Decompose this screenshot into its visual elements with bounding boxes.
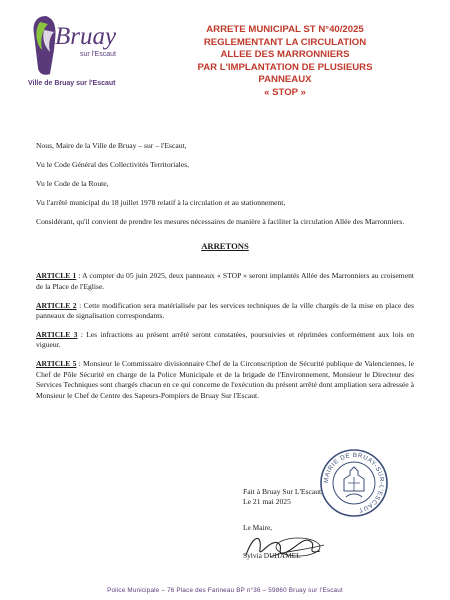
title-line: ALLEE DES MARRONNIERS <box>220 49 350 60</box>
title-line: PANNEAUX <box>258 74 312 85</box>
article-text: : Cette modification sera matérialisée par les services techniques de la ville chargés de la mise en place des panneaux de signalisation correspondants. <box>36 300 414 321</box>
footer-address: Police Municipale – 76 Place des Farineau BP n°36 – 59860 Bruay sur l'Escaut <box>107 587 343 594</box>
signature-date: Le 21 mai 2025 <box>243 497 291 507</box>
seal-text: MAIRIE DE BRUAY-SUR-L'ESCAUT <box>322 451 386 514</box>
decree-body <box>36 141 414 410</box>
city-seal-icon <box>318 447 390 519</box>
title-line: PAR L'IMPLANTATION DE PLUSIEURS <box>197 61 373 73</box>
preamble-line: Nous, Maire de la Ville de Bruay – sur – l'Escaut, <box>36 141 187 150</box>
logo-mark-icon <box>28 10 138 80</box>
official-seal <box>318 447 390 519</box>
article-2 <box>36 301 414 322</box>
logo-caption: Ville de Bruay sur l'Escaut <box>28 80 116 87</box>
article-label: ARTICLE 2 <box>36 300 77 310</box>
title-line: REGLEMENTANT LA CIRCULATION <box>203 36 367 48</box>
logo-sub: sur l'Escaut <box>80 51 116 58</box>
logo-brand: Bruay <box>55 23 117 50</box>
preamble-line: Vu l'arrêté municipal du 18 juillet 1978 relatif à la circulation et au stationnement, <box>36 197 286 207</box>
preamble-line: Vu le Code Général des Collectivités Territoriales, <box>36 159 190 169</box>
signature-role: Le Maire, <box>243 523 273 532</box>
article-label: ARTICLE 3 <box>36 330 78 340</box>
signatory-name: Sylvia DUHAMEL <box>243 551 301 560</box>
article-3 <box>36 330 414 351</box>
preamble-line: Vu le Code de la Route, <box>36 178 109 188</box>
article-text: : Les infractions au présent arrêté seront constatées, poursuivies et réprimées conformément aux lois en vigueur. <box>36 330 415 350</box>
arretons-heading: ARRETONS <box>201 241 249 252</box>
article-text: : Monsieur le Commissaire divisionnaire Chef de la Circonscription de Sécurité publique de Valenciennes, le Chef de Pôle Sécurité en charge de la Police Municipale et de la brigade de l'Environnement, Monsieur le Directeur des Services Techniques sont chargés chacun en ce qui concerne de l'exécution du présent arrêté dont ampliation sera adressée à Monsieur le Chef de Centre des Sapeurs-Pompiers de Bruay Sur l'Escaut. <box>36 359 415 400</box>
city-logo <box>28 10 138 88</box>
signature-place-date <box>243 487 323 508</box>
article-label: ARTICLE 1 <box>36 271 77 281</box>
article-1 <box>36 271 414 292</box>
decree-title <box>170 24 400 99</box>
article-5 <box>36 359 414 401</box>
signature-place: Fait à Bruay Sur L'Escaut, <box>243 487 324 496</box>
preamble-line: Considérant, qu'il convient de prendre les mesures nécessaires de manière à faciliter la circulation Allée des Marronniers. <box>36 216 405 226</box>
title-line: « STOP » <box>264 86 306 98</box>
title-line: ARRETE MUNICIPAL ST N°40/2025 <box>206 24 364 35</box>
article-text: : A compter du 05 juin 2025, deux panneaux « STOP » seront implantés Allée des Marronniers au croisement de la Place de l'Eglise. <box>36 271 414 291</box>
article-label: ARTICLE 5 <box>36 359 77 369</box>
